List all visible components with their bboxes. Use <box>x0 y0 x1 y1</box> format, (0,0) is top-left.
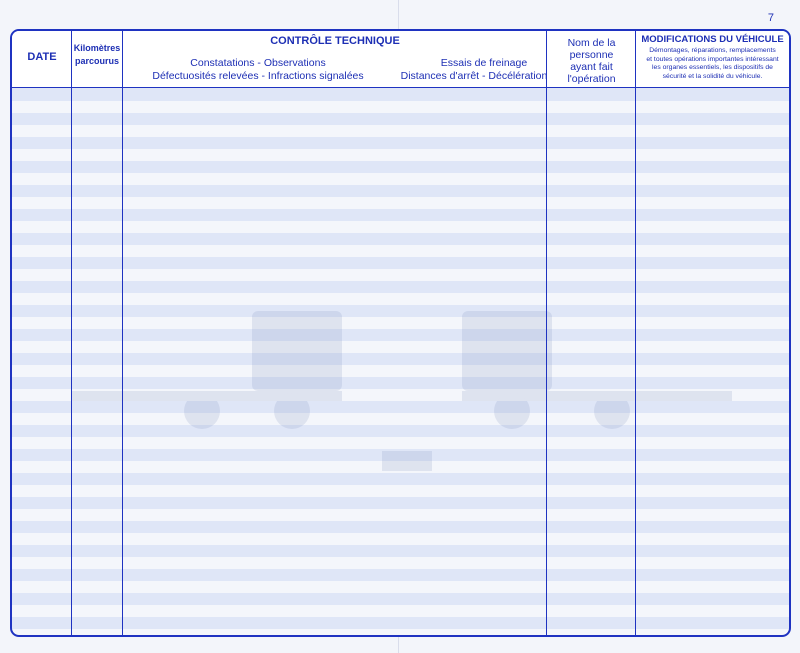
logbook-form-table <box>10 29 791 637</box>
header-modifications <box>636 31 789 87</box>
header-nom-personne <box>547 31 636 87</box>
header-mod-desc-line-1: Démontages, réparations, remplacements <box>649 47 776 54</box>
column-divider-date <box>71 31 72 635</box>
header-ct-constat-line-2: Défectuosités relevées - Infractions signalées <box>152 70 364 82</box>
header-km-line-2: parcourus <box>74 56 119 66</box>
header-ct-essais-line-2: Distances d'arrêt - Décélération <box>400 70 548 82</box>
table-header <box>12 31 789 88</box>
header-nom-line-1: Nom de la <box>567 37 616 49</box>
header-mod-title: MODIFICATIONS DU VÉHICULE <box>641 34 784 45</box>
header-mod-desc-line-3: les organes essentiels, les dispositifs de <box>652 64 773 71</box>
truck-watermark-image <box>52 271 752 471</box>
page-number: 7 <box>767 12 774 24</box>
header-ct-constat-line-1: Constatations - Observations <box>190 57 326 69</box>
column-divider-kilometres <box>122 31 123 635</box>
header-nom-line-4: l'opération <box>567 73 616 85</box>
header-ct-constatations <box>133 57 383 83</box>
header-mod-desc-line-2: et toutes opérations importantes intéressant <box>646 55 779 63</box>
header-ct-title: CONTRÔLE TECHNIQUE <box>270 35 400 47</box>
header-kilometres <box>72 31 122 87</box>
column-divider-controle <box>546 31 547 635</box>
column-divider-nom <box>635 31 636 635</box>
header-mod-description <box>636 47 789 81</box>
header-ct-essais <box>399 57 569 83</box>
header-ct-essais-line-1: Essais de freinage <box>440 57 528 69</box>
header-controle-technique <box>123 31 547 87</box>
header-km-line-1: Kilomètres <box>73 43 121 53</box>
header-nom-line-3: ayant fait <box>570 61 613 73</box>
header-nom-line-2: personne <box>569 49 614 61</box>
header-date <box>12 31 72 87</box>
header-date-label: DATE <box>27 51 57 63</box>
header-mod-desc-line-4: sécurité et la solidité du véhicule. <box>662 72 763 80</box>
